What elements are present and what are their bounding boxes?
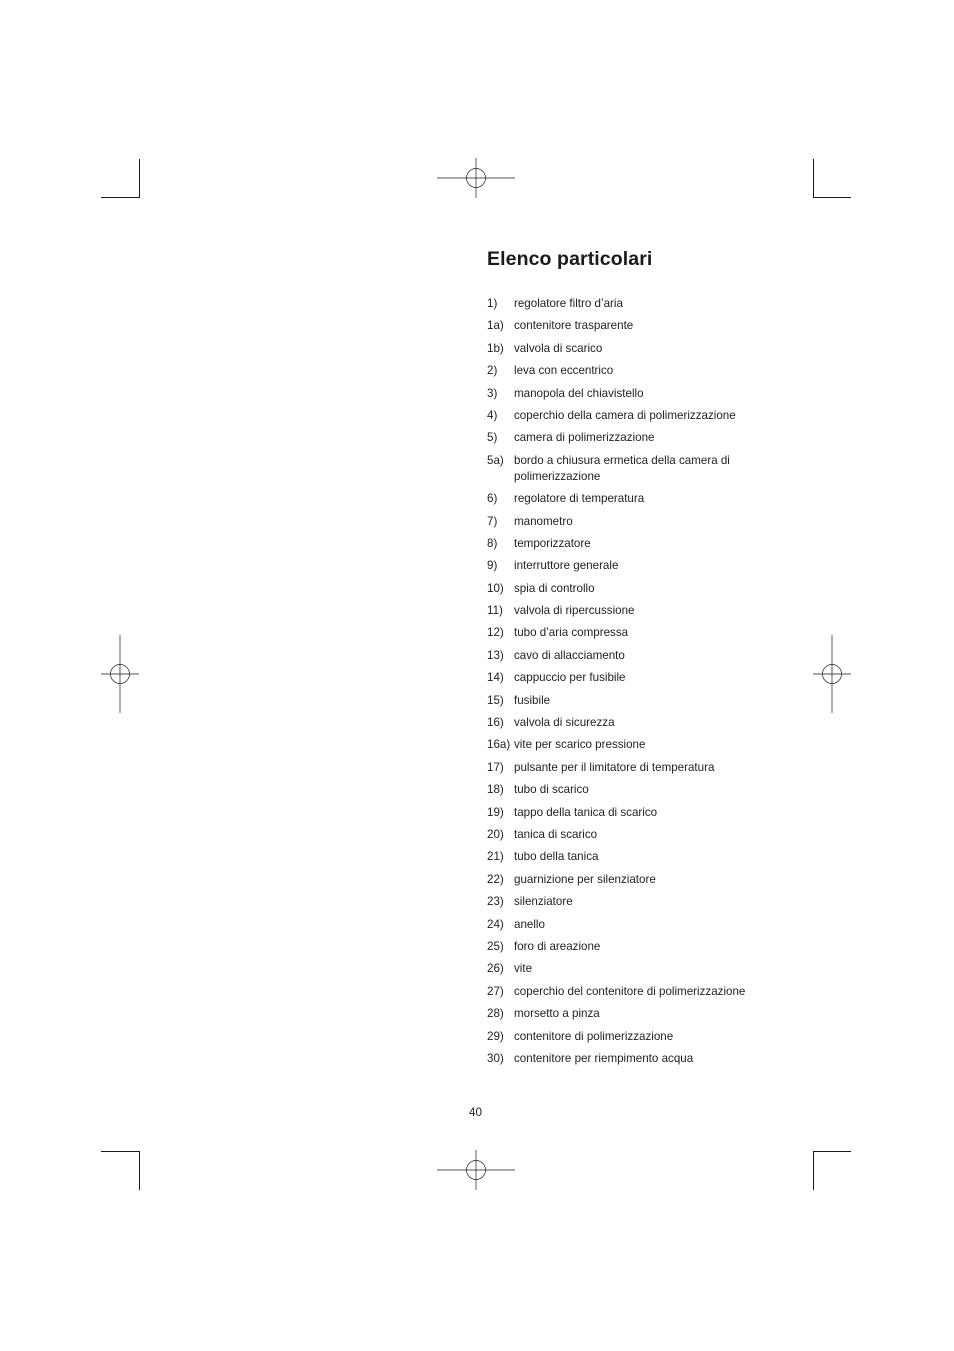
item-description: manopola del chiavistello xyxy=(514,386,644,400)
list-item xyxy=(487,693,787,709)
list-item xyxy=(487,894,787,910)
list-item xyxy=(487,296,787,312)
list-item xyxy=(487,737,787,753)
item-description: guarnizione per silenziatore xyxy=(514,872,656,886)
item-number: 5a) xyxy=(487,453,504,467)
list-item xyxy=(487,1006,787,1022)
item-number: 21) xyxy=(487,850,504,864)
list-item xyxy=(487,670,787,686)
item-description: temporizzatore xyxy=(514,536,591,550)
item-number: 14) xyxy=(487,671,504,685)
list-item xyxy=(487,341,787,357)
list-item xyxy=(487,715,787,731)
item-number: 30) xyxy=(487,1051,504,1065)
item-number: 1b) xyxy=(487,341,504,355)
list-item xyxy=(487,1029,787,1045)
list-item xyxy=(487,363,787,379)
item-description: valvola di scarico xyxy=(514,341,603,355)
item-description: coperchio del contenitore di polimerizzazione xyxy=(514,984,746,998)
registration-target-bottom xyxy=(437,1150,515,1190)
list-item xyxy=(487,603,787,619)
item-description: interruttore generale xyxy=(514,559,619,573)
item-number: 1) xyxy=(487,297,498,310)
item-description: tubo d’aria compressa xyxy=(514,626,629,640)
item-description: cappuccio per fusibile xyxy=(514,671,626,685)
list-item xyxy=(487,558,787,574)
item-number: 9) xyxy=(487,559,498,573)
item-number: 3) xyxy=(487,386,498,400)
item-description: contenitore per riempimento acqua xyxy=(514,1051,694,1065)
item-number: 10) xyxy=(487,581,504,595)
registration-target-top xyxy=(437,158,515,198)
list-item xyxy=(487,849,787,865)
item-description: vite per scarico pressione xyxy=(514,738,646,752)
list-item xyxy=(487,917,787,933)
item-number: 16) xyxy=(487,716,504,730)
item-description: regolatore filtro d’aria xyxy=(514,297,623,310)
item-number: 15) xyxy=(487,693,504,707)
crop-mark-top-right xyxy=(813,159,851,198)
item-number: 29) xyxy=(487,1029,504,1043)
item-description: anello xyxy=(514,917,545,931)
list-item xyxy=(487,430,787,446)
item-number: 12) xyxy=(487,626,504,640)
item-number: 7) xyxy=(487,514,498,528)
item-description: valvola di sicurezza xyxy=(514,716,615,730)
item-description: coperchio della camera di polimerizzazione xyxy=(514,408,736,422)
list-item xyxy=(487,514,787,530)
item-description: regolatore di temperatura xyxy=(514,492,645,506)
item-number: 2) xyxy=(487,364,498,378)
registration-target-right xyxy=(813,635,851,713)
item-number: 18) xyxy=(487,783,504,797)
item-description: morsetto a pinza xyxy=(514,1007,600,1021)
list-item xyxy=(487,760,787,776)
item-description: tappo della tanica di scarico xyxy=(514,805,658,819)
item-description: valvola di ripercussione xyxy=(514,604,635,618)
item-number: 24) xyxy=(487,917,504,931)
item-description: bordo a chiusura ermetica della camera di polimerizzazione xyxy=(514,453,730,483)
item-number: 6) xyxy=(487,492,498,506)
list-item xyxy=(487,1051,787,1067)
item-number: 28) xyxy=(487,1007,504,1021)
item-description: pulsante per il limitatore di temperatura xyxy=(514,760,715,774)
item-number: 11) xyxy=(487,604,503,618)
item-number: 25) xyxy=(487,939,504,953)
crop-mark-top-left xyxy=(101,159,140,198)
item-number: 17) xyxy=(487,760,504,774)
list-item xyxy=(487,939,787,955)
item-number: 1a) xyxy=(487,319,504,333)
item-number: 4) xyxy=(487,408,498,422)
item-description: tanica di scarico xyxy=(514,827,598,841)
item-description: manometro xyxy=(514,514,573,528)
item-description: contenitore di polimerizzazione xyxy=(514,1029,674,1043)
item-description: tubo di scarico xyxy=(514,783,589,797)
crop-mark-bottom-left xyxy=(101,1151,140,1190)
list-item xyxy=(487,386,787,402)
list-item xyxy=(487,872,787,888)
list-item xyxy=(487,408,787,424)
item-description: cavo di allacciamento xyxy=(514,648,625,662)
item-number: 16a) xyxy=(487,738,511,752)
item-number: 5) xyxy=(487,431,498,445)
item-description: spia di controllo xyxy=(514,581,595,595)
item-number: 23) xyxy=(487,895,504,909)
item-number: 20) xyxy=(487,827,504,841)
list-item xyxy=(487,453,787,485)
list-item xyxy=(487,961,787,977)
item-description: tubo della tanica xyxy=(514,850,599,864)
item-description: foro di areazione xyxy=(514,939,601,953)
item-description: camera di polimerizzazione xyxy=(514,431,655,445)
list-item xyxy=(487,805,787,821)
item-description: contenitore trasparente xyxy=(514,319,634,333)
item-description: fusibile xyxy=(514,693,551,707)
registration-target-left xyxy=(101,635,139,713)
list-item xyxy=(487,491,787,507)
item-number: 22) xyxy=(487,872,504,886)
parts-list xyxy=(487,296,787,1073)
list-item xyxy=(487,581,787,597)
list-item xyxy=(487,625,787,641)
list-item xyxy=(487,536,787,552)
list-item xyxy=(487,782,787,798)
item-description: vite xyxy=(514,962,533,976)
list-item xyxy=(487,318,787,334)
page-number: 40 xyxy=(469,1106,482,1119)
list-item xyxy=(487,827,787,843)
crop-mark-bottom-right xyxy=(813,1151,851,1190)
item-number: 13) xyxy=(487,648,504,662)
item-number: 26) xyxy=(487,962,504,976)
list-item xyxy=(487,648,787,664)
list-item xyxy=(487,984,787,1000)
item-number: 19) xyxy=(487,805,504,819)
item-number: 27) xyxy=(487,984,504,998)
page-title: Elenco particolari xyxy=(487,248,653,270)
item-description: silenziatore xyxy=(514,895,573,909)
item-number: 8) xyxy=(487,536,498,550)
item-description: leva con eccentrico xyxy=(514,364,614,378)
